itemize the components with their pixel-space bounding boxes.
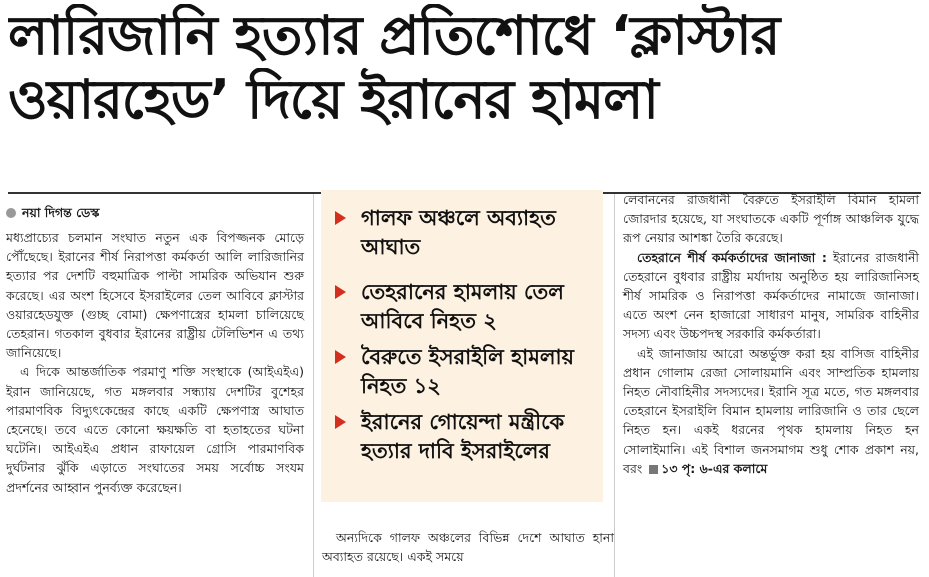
paragraph-text: ইরানের রাজধানী তেহরানে বুধবার রাষ্ট্রীয় মর্যাদায় অনুষ্ঠিত হয় লারিজানিসহ শীর্ষ সামরিক ও নিরাপত্তা কর্মকর্তাদের নামাজে জানাজা। এতে অংশ নেন হাজারো সাধারণ মানুষ, সামরিক বাহিনীর সদস্য এবং উচ্চপদস্থ সরকারি কর্মকর্তারা।: [623, 249, 919, 342]
red-triangle-icon: [335, 415, 346, 429]
byline: [6, 204, 304, 222]
highlight-item: [335, 408, 593, 466]
bullet-dot-icon: [6, 208, 16, 218]
headline-line-2: ওয়ারহেড’ দিয়ে ইরানের হামলা: [8, 68, 658, 131]
highlight-item: [335, 343, 593, 401]
red-triangle-icon: [335, 211, 346, 225]
red-triangle-icon: [335, 350, 346, 364]
continued-reference: ১৩ পৃ: ৬-এর কলামে: [661, 460, 768, 476]
byline-text: নয়া দিগন্ত ডেস্ক: [22, 205, 100, 220]
article-column-2: [322, 528, 614, 566]
paragraph: [623, 344, 919, 478]
article-column-3: [623, 190, 919, 478]
paragraph: মধ্যপ্রাচ্যের চলমান সংঘাত নতুন এক বিপজ্জনক মোড়ে পৌঁছেছে। ইরানের শীর্ষ নিরাপত্তা কর্মকর্তা আলি লারিজানির হত্যার পর দেশটি বহুমাত্রিক পাল্টা সামরিক অভিযান শুরু করেছে। এর অংশ হিসেবে ইসরাইলের তেল আবিবে ক্লাস্টার ওয়ারহেডযুক্ত (গুচ্ছ বোমা) ক্ষেপণাস্ত্রের হামলা চালিয়েছে তেহরান। গতকাল বুধবার ইরানের রাষ্ট্রীয় টেলিভিশন এ তথ্য জানিয়েছে।: [6, 230, 304, 361]
headline-line-1: লারিজানি হত্যার প্রতিশোধে ‘ক্লাস্টার: [8, 4, 780, 67]
continued-square-icon: [649, 465, 658, 474]
article-column-1: [6, 204, 304, 497]
paragraph-text: এই জানাজায় আরো অন্তর্ভুক্ত করা হয় বাসিজ বাহিনীর প্রধান গোলাম রেজা সোলায়মানি এবং সাম্প্রতিক হামলায় নিহত নৌবাহিনীর সদস্যদের। ইরানি সূত্র মতে, গত মঙ্গলবার তেহরানে ইসরাইলি বিমান হামলায় লারিজানি ও তার ছেলে নিহত হন। একই ধরনের পৃথক হামলায় নিহত হন সোলাইমানি। এই বিশাল জনসমাগম শুধু শোক প্রকাশ নয়, বরং: [623, 345, 919, 476]
highlight-text: গালফ অঞ্চলে অব্যাহত আঘাত: [361, 206, 556, 259]
headline: [8, 4, 923, 132]
column-divider-2: [614, 194, 615, 577]
paragraph: লেবাননের রাজধানী বৈরুতে ইসরাইলি বিমান হামলা জোরদার হয়েছে, যা সংঘাতকে একটি পূর্ণাঙ্গ আঞ্চলিক যুদ্ধে রূপ নেয়ার আশঙ্কা তৈরি করেছে।: [623, 192, 919, 246]
paragraph: এ দিকে আন্তর্জাতিক পরমাণু শক্তি সংস্থাকে (আইএইএ) ইরান জানিয়েছে, গত মঙ্গলবার সন্ধ্যায় দেশটির বুশেহর পারমাণবিক বিদ্যুৎকেন্দ্রের কাছে একটি ক্ষেপণাস্ত্র আঘাত হেনেছে। তবে এতে কোনো ক্ষয়ক্ষতি বা হতাহতের ঘটনা ঘটেনি। আইএইএ প্রধান রাফায়েল গ্রোসি পারমাণবিক দুর্ঘটনার ঝুঁকি এড়াতে সংঘাতের সময় সর্বোচ্চ সংযম প্রদর্শনের আহ্বান পুনর্ব্যক্ত করেছেন।: [6, 364, 304, 495]
red-triangle-icon: [335, 285, 346, 299]
highlight-item: [335, 204, 593, 262]
highlight-item: [335, 278, 593, 336]
highlights-box: [321, 190, 603, 502]
subheading: তেহরানে শীর্ষ কর্মকর্তাদের জানাজা :: [637, 249, 827, 265]
highlight-text: তেহরানের হামলায় তেল আবিবে নিহত ২: [361, 280, 564, 333]
paragraph: [623, 248, 919, 344]
column-divider-1: [313, 194, 314, 577]
paragraph: অন্যদিকে গালফ অঞ্চলের বিভিন্ন দেশে আঘাত হানা অব্যাহত রয়েছে। একই সময়ে: [322, 530, 614, 565]
highlight-text: ইরানের গোয়েন্দা মন্ত্রীকে হত্যার দাবি ইসরাইলের: [361, 410, 565, 463]
highlight-text: বৈরুতে ইসরাইলি হামলায় নিহত ১২: [361, 345, 575, 398]
